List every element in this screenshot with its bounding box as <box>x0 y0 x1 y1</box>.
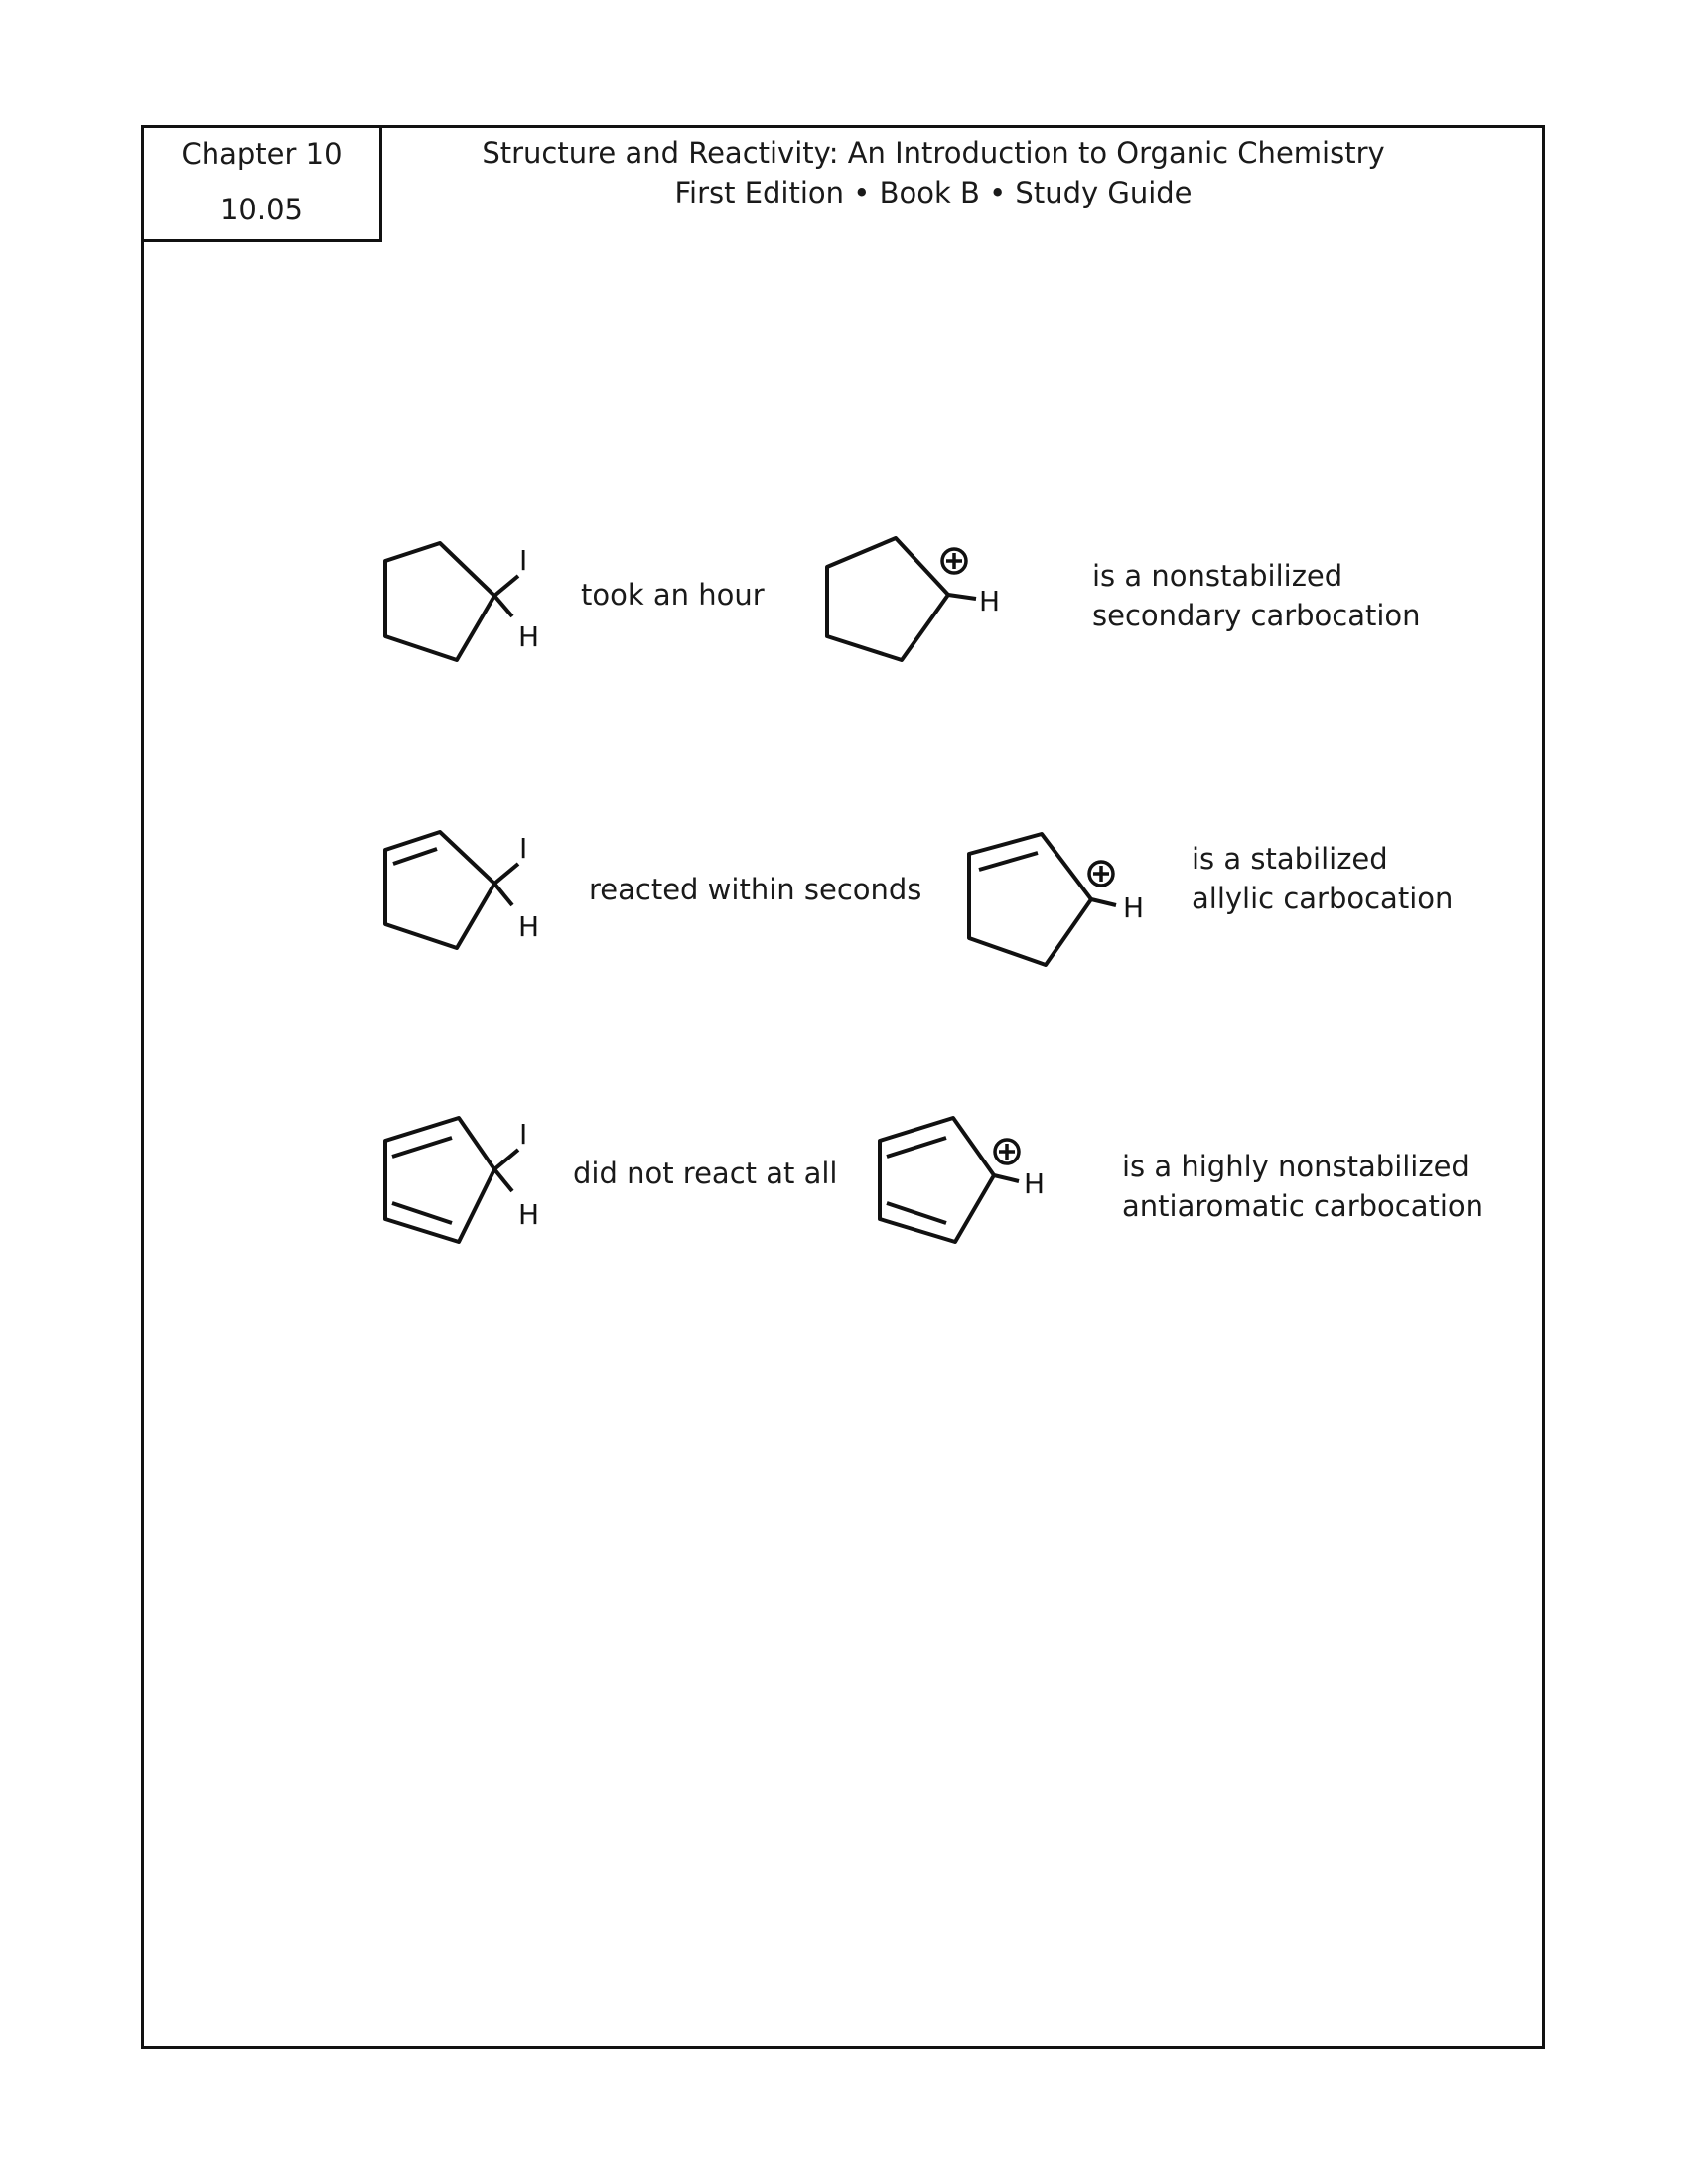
book-edition-line: First Edition • Book B • Study Guide <box>674 176 1193 209</box>
iodocyclopentene-structure <box>367 814 566 963</box>
iodine-atom: I <box>519 832 528 865</box>
chapter-box <box>141 125 382 242</box>
carbocation-description <box>1092 556 1421 635</box>
section-number: 10.05 <box>219 193 304 226</box>
iodine-atom: I <box>519 544 528 577</box>
description-line: is a stabilized <box>1192 842 1388 876</box>
chapter-label: Chapter 10 <box>181 137 343 171</box>
reactivity-text: did not react at all <box>573 1157 838 1190</box>
description-line: antiaromatic carbocation <box>1122 1189 1484 1223</box>
reactivity-text: reacted within seconds <box>589 873 922 906</box>
page-frame <box>141 125 1545 2049</box>
hydrogen-atom: H <box>1123 891 1145 924</box>
hydrogen-atom: H <box>518 1198 540 1231</box>
hydrogen-atom: H <box>1024 1167 1046 1200</box>
cyclopentyl-cation-structure <box>814 516 1043 665</box>
reactivity-text: took an hour <box>581 578 765 612</box>
carbocation-description <box>1122 1147 1483 1226</box>
carbocation-description <box>1192 839 1453 918</box>
cyclopentenyl-cation-structure <box>953 814 1182 973</box>
iodocyclopentane-structure <box>367 526 566 675</box>
description-line: is a highly nonstabilized <box>1122 1150 1470 1183</box>
description-line: secondary carbocation <box>1092 599 1421 632</box>
hydrogen-atom: H <box>518 620 540 653</box>
hydrogen-atom: H <box>518 910 540 943</box>
book-title: Structure and Reactivity: An Introduction to Organic Chemistry <box>482 136 1385 170</box>
iodocyclopentadiene-structure <box>367 1102 566 1251</box>
cyclopentadienyl-cation-structure <box>864 1102 1092 1251</box>
iodine-atom: I <box>519 1118 528 1151</box>
description-line: allylic carbocation <box>1192 882 1454 915</box>
description-line: is a nonstabilized <box>1092 559 1343 593</box>
hydrogen-atom: H <box>979 585 1001 617</box>
